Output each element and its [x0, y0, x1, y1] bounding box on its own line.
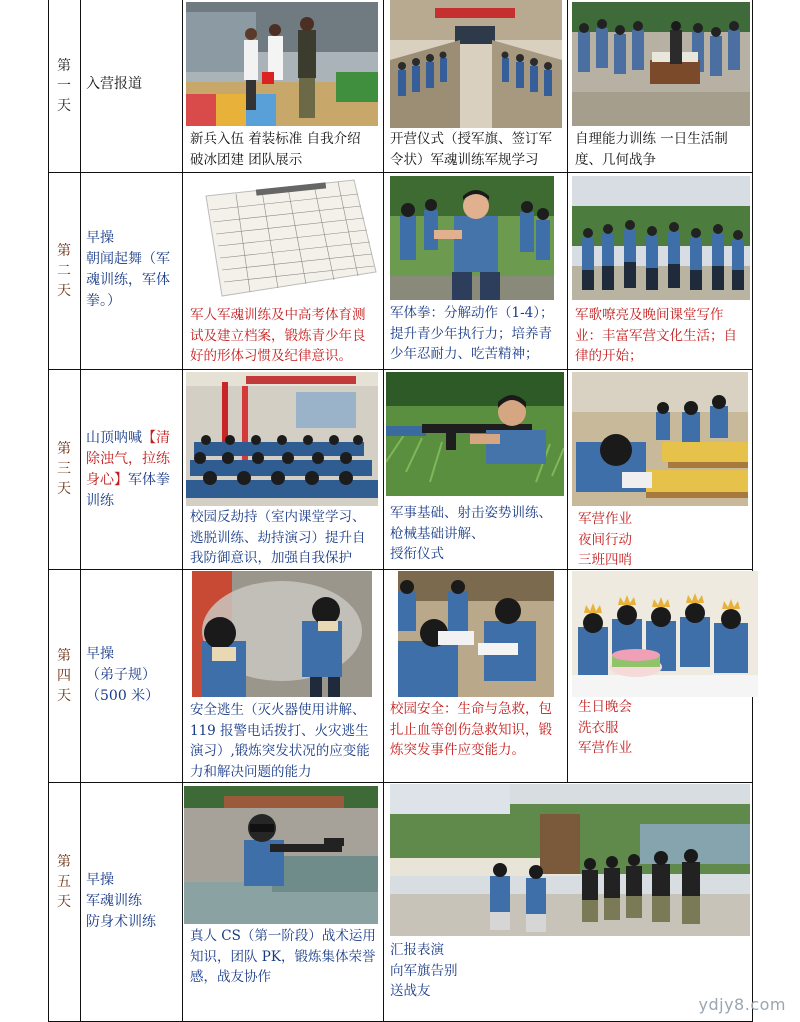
day-activity-3: 山顶呐喊【清 除浊气，拉练 身心】军体拳 训练 [86, 430, 170, 509]
day-activity-4: 早操 （弟子规） （500 米） [86, 646, 160, 704]
real-cs-game-photo [184, 786, 378, 924]
watermark: ydjy8.com [698, 995, 786, 1014]
military-boxing-photo [390, 176, 554, 300]
day-label-1: 第 一 天 [57, 58, 71, 114]
day2-caption-3: 军歌嘹亮及晚间课堂写作 业：丰富军营文化生活；自 律的开始； [575, 307, 737, 364]
first-aid-bandage-photo [398, 571, 554, 697]
day-label-4: 第 四 天 [57, 647, 71, 704]
day5-caption-2: 汇报表演 向军旗告别 送战友 [390, 942, 458, 999]
shooting-posture-photo [386, 372, 564, 496]
anti-hijack-class-photo [186, 372, 378, 506]
day1-caption-3: 自理能力训练 一日生活制 度、几何战争 [575, 131, 728, 168]
day4-caption-2: 校园安全：生命与急救，包 扎止血等创伤急救知识，锻 炼突发事件应变能力。 [390, 701, 552, 758]
day-activity-5: 早操 军魂训练 防身术训练 [86, 872, 156, 930]
day3-caption-1: 校园反劫持（室内课堂学习、 逃脱训练、劫持演习）提升自 我防御意识，加强自我保护 [190, 509, 366, 566]
day4-caption-3: 生日晚会 洗衣服 军营作业 [578, 699, 632, 756]
day-activity-1: 入营报道 [86, 76, 142, 92]
day4-caption-1: 安全逃生（灭火器使用讲解、 119 报警电话拨打、火灾逃生 演习）,锻炼突发状况的应变能 力和解决问题的能力 [190, 702, 370, 780]
day1-caption-2: 开营仪式（授军旗、签订军 令状）军魂训练军规学习 [390, 131, 552, 168]
fire-escape-drill-photo [192, 571, 372, 697]
day-label-3: 第 三 天 [57, 441, 71, 497]
day2-caption-1: 军人军魂训练及中高考体育测 试及建立档案，锻炼青少年良 好的形体习惯及纪律意识。 [190, 307, 366, 364]
day3-caption-2: 军事基础、射击姿势训练、 枪械基础讲解、 授衔仪式 [390, 505, 552, 562]
new-recruits-photo [186, 2, 378, 126]
day-label-2: 第 二 天 [57, 242, 71, 299]
day3-caption-3: 军营作业 夜间行动 三班四哨 [578, 511, 632, 568]
day2-caption-2: 军体拳：分解动作（1-4）； 提升青少年执行力；培养青 少年忍耐力、吃苦精神； [390, 305, 554, 362]
salute-farewell-photo [390, 784, 750, 936]
opening-ceremony-photo [390, 0, 562, 128]
fitness-record-sheet-photo [186, 176, 378, 300]
day1-caption-1: 新兵入伍 着装标准 自我介绍 破冰团建 团队展示 [190, 131, 361, 168]
birthday-party-photo [572, 571, 758, 697]
military-song-photo [572, 176, 750, 300]
camp-homework-photo [572, 372, 748, 506]
day-label-5: 第 五 天 [57, 854, 71, 910]
day5-caption-1: 真人 CS（第一阶段）战术运用 知识，团队 PK，锻炼集体荣誉 感，战友协作 [190, 928, 376, 985]
day-activity-2: 早操 朝闻起舞（军 魂训练，军体 拳。） [86, 230, 170, 309]
self-care-training-photo [572, 2, 750, 126]
